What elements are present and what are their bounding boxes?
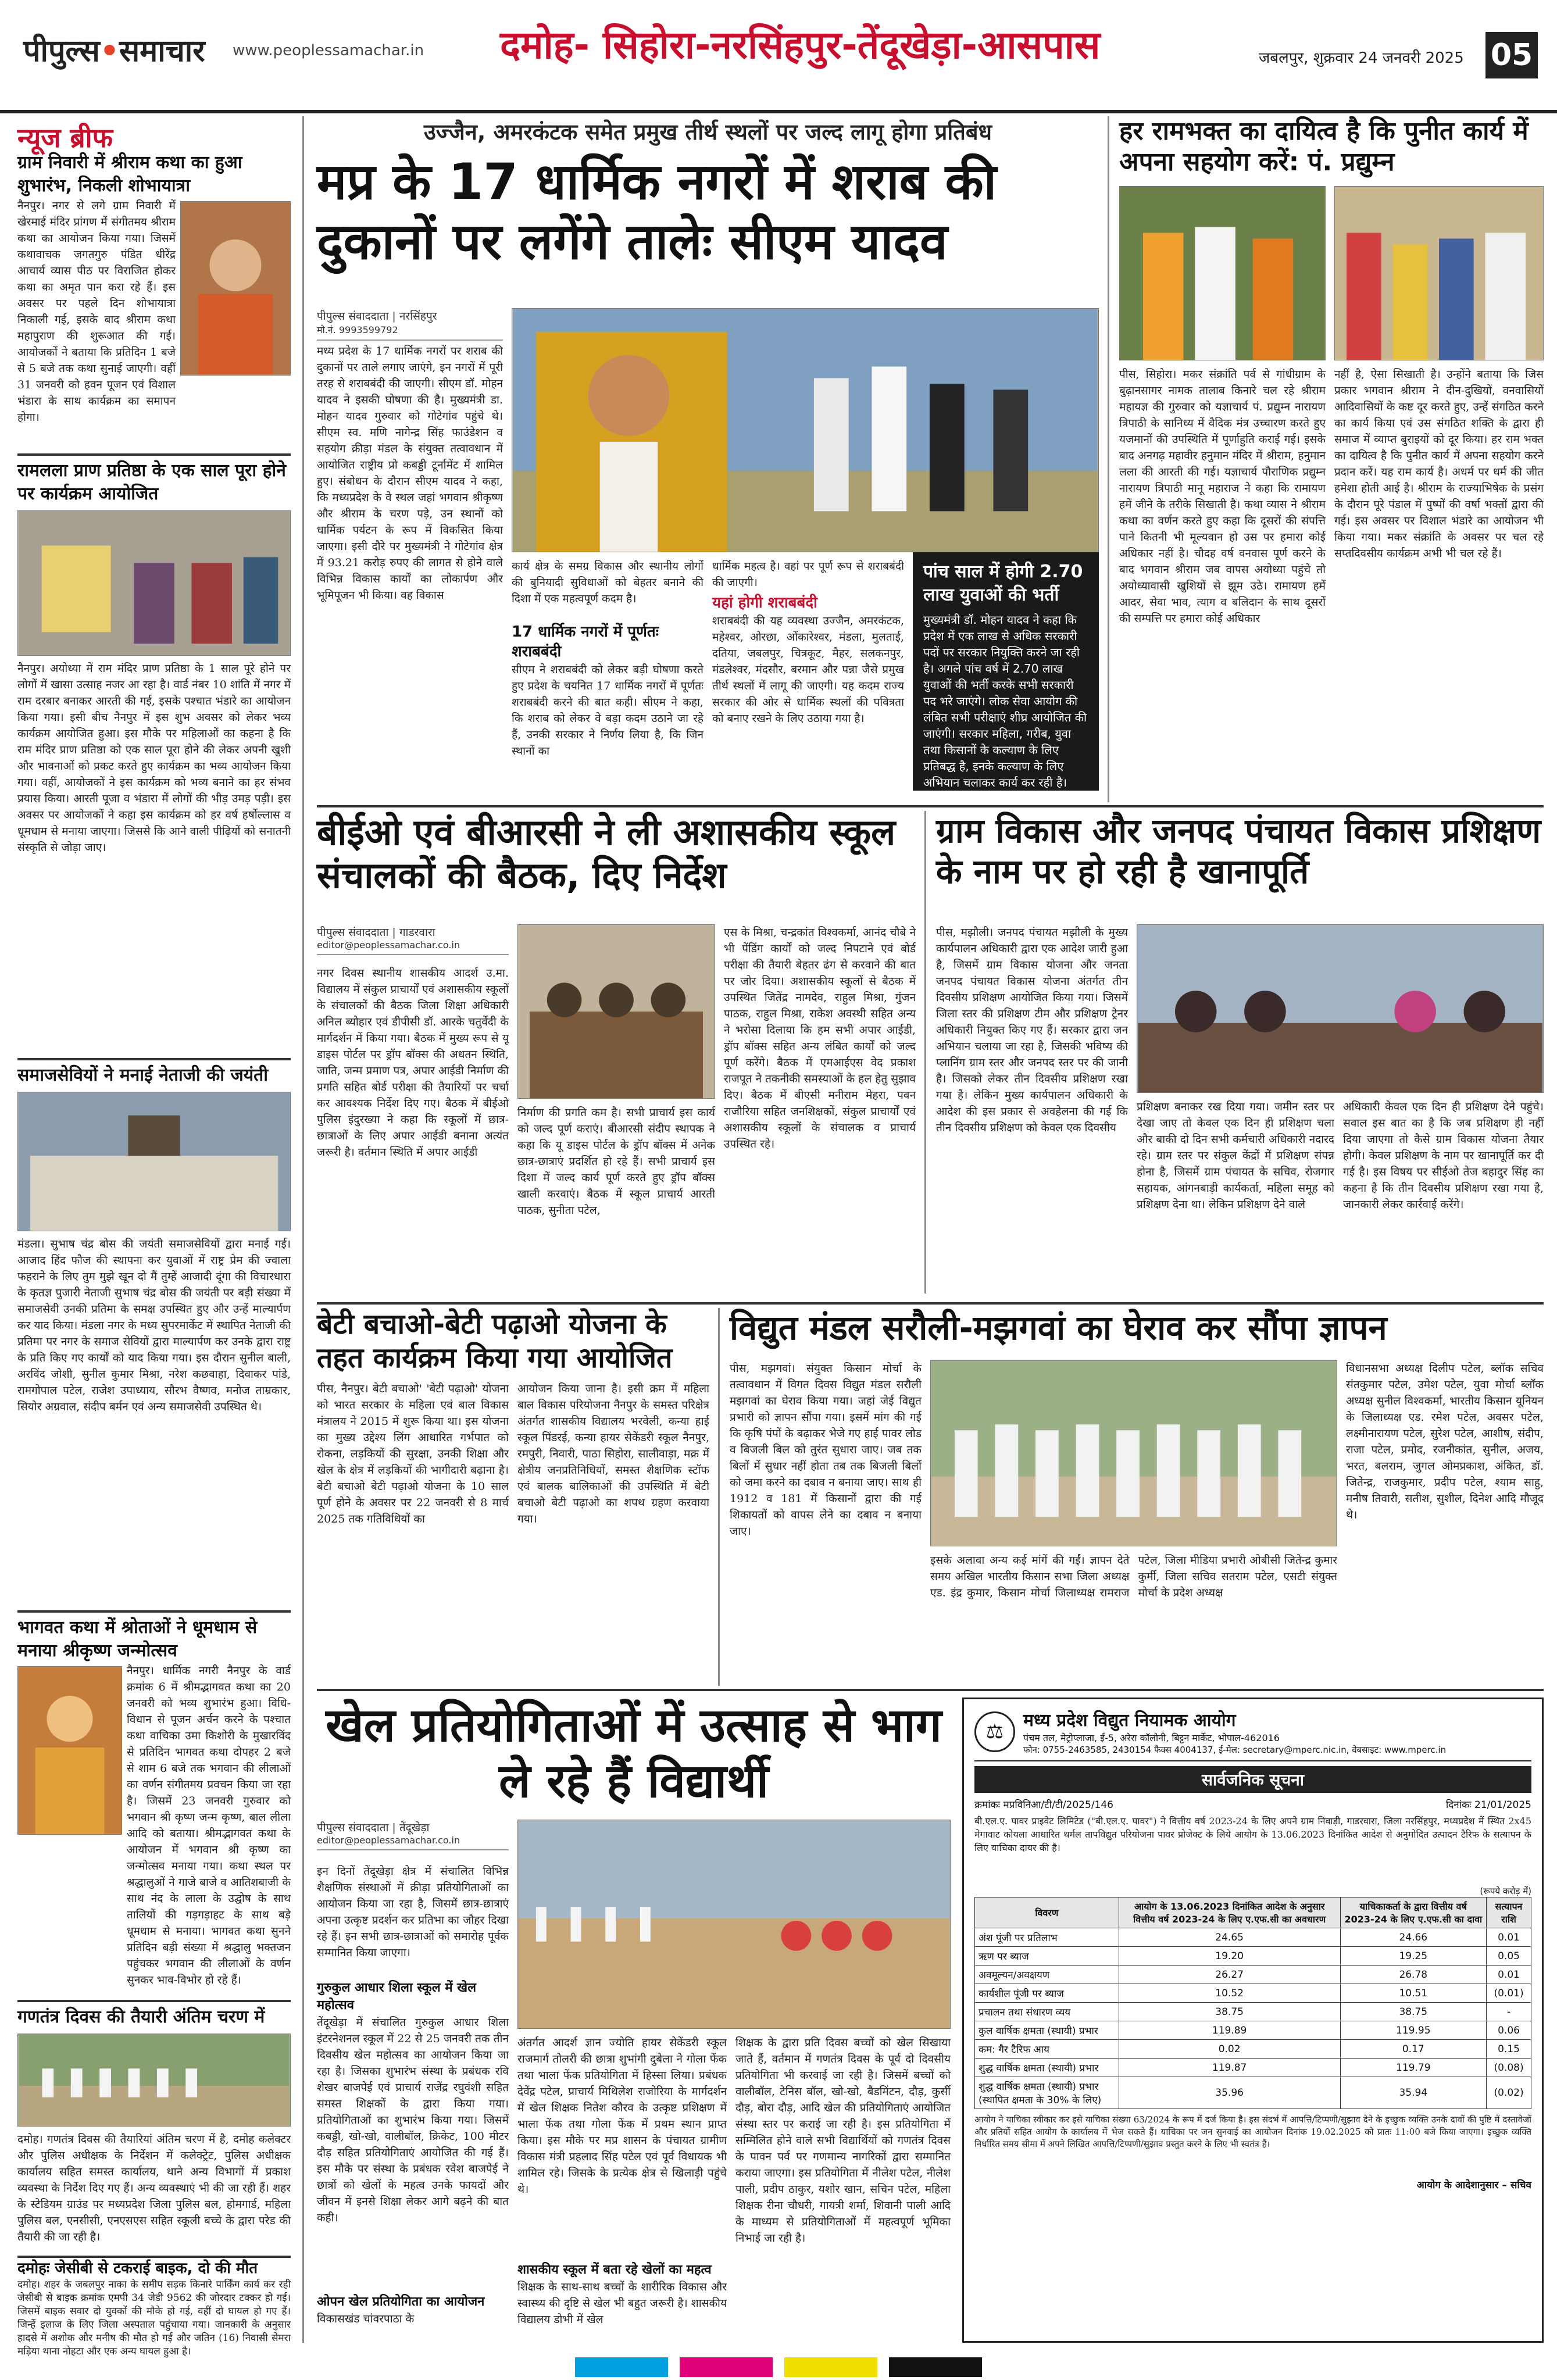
table-row <box>975 1966 1531 1984</box>
table-cell: 24.65 <box>1119 1928 1340 1947</box>
brief-section-title: न्यूज ब्रीफ <box>17 122 113 153</box>
divider <box>17 453 291 456</box>
table-cell: 0.15 <box>1487 2040 1531 2059</box>
edition-title: दमोह- सिहोरा-नरसिंहपुर-तेंदूखेड़ा-आसपास <box>500 23 1101 67</box>
table-cell: 0.06 <box>1487 2021 1531 2040</box>
notice-intro: बी.एल.ए. पावर प्राइवेट लिमिटेड ("बी.एल.ए. पावर") ने वित्तीय वर्ष 2023-24 के लिए अपने ग्राम निवाड़ी, गाडरवारा, जिला नरसिंहपुर, मध्यप्रदेश में स्थित 2x45 मेगावाट कोयला आधारित थर्मल तापविद्युत परियोजना पावर प्रोजेक्ट के लिये आयोग के 13.06.2023 दिनांकित आदेश से अनुमोदित उत्पादन टैरिफ के सत्यापन के लिए याचिका दायर की है। <box>974 1816 1531 1853</box>
table-cell: (0.02) <box>1487 2077 1531 2109</box>
divider <box>17 1610 291 1613</box>
brief-body: नैनपुर। अयोध्या में राम मंदिर प्राण प्रतिष्ठा के 1 साल पूरे होने पर लोगों में खासा उत्साह नजर आ रहा है। वार्ड नंबर 10 शांति में नगर में राम दरबार बनाकर आरती की गई, इसके पश्चात भंडारे का आयोजन किया गया। इसी बीच नैनपुर में इस शुभ अवसर को लेकर भव्य कार्यक्रम आयोजित हुआ। इस मौके पर महिलाओं का कहना है कि राम मंदिर प्राण प्रतिष्ठा को एक साल पूरा होने की लेकर अपनी खुशी और भावनाओं को प्रकट करते हुए कार्यक्रम का भव्य आयोजन किया गया। वहीं, आयोजकों ने इस कार्यक्रम को भव्य बनाने का हर संभव प्रयास किया। आरती पूजा व भंडारा में लोगों की भीड़ उमड़ पड़ी। इस अवसर पर आयोजकों ने कहा इस कार्यक्रम को हर वर्ष हर्षोल्लास व धूमधाम से मनाया जाएगा। जिससे कि आने वाली पीढ़ियों को सनातनी संस्कृति से जोड़ा जाए। <box>17 662 291 854</box>
sports-col3: शिक्षक के द्वारा प्रति दिवस बच्चों को खेल सिखाया जाते हैं, वर्तमान में गणतंत्र दिवस के पूर्व दो दिवसीय प्रतियोगिता भी करवाई जा रही है। जिसमें बच्चों को वालीबॉल, टेनिस बॉल, खो-खो, बैडमिंटन, दौड़, कुर्सी दौड़, बोरा दौड़, आदि खेल की प्रतियोगिताएं आयोजित संस्था स्तर पर कराई जा रही है। इस प्रतियोगिता में सम्मिलित होने वाले सभी विद्यार्थियों को गणतंत्र दिवस के पावन पर्व पर गणमान्य नागरिकों द्वारा सम्मानित कराया जाएगा। इस प्रतियोगिता में नीलेश पटेल, नीलेश पाली, प्रदीप ठाकुर, यशोर खान, सचिन पटेल, महिला शिक्षक रीना चौधरी, गायत्री शर्मा, शिवानी पाली आदि के माध्यम से प्रतियोगिताओं में महत्वपूर्ण भूमिका निभाई जा रही है। <box>735 2036 951 2245</box>
brief-item <box>17 1064 291 1585</box>
callout-body: मुख्यमंत्री डॉ. मोहन यादव ने कहा कि प्रदेश में एक लाख से अधिक सरकारी पदों पर सरकार नियुक्ति करने जा रही है। अगले पांच वर्ष में 2.70 लाख युवाओं की भर्ती करके सभी सरकारी पद भरे जाएंगे। लोक सेवा आयोग की लंबित सभी परीक्षाएं शीघ्र आयोजित की जाएंगी। सरकार महिला, गरीब, युवा तथा किसानों के कल्याण के लिए प्रतिबद्ध है, इनके कल्याण के लिए अभियान चलाकर कार्य कर रही है। <box>923 613 1087 789</box>
table-cell: (0.08) <box>1487 2059 1531 2077</box>
notice-org: मध्य प्रदेश विद्युत नियामक आयोग <box>1023 1710 1236 1731</box>
sports-col2b-text: शिक्षक के साथ-साथ बच्चों के शारीरिक विकास और स्वास्थ्य की दृष्टि से खेल भी बहुत जरूरी है। शासकीय विद्यालय डोभी में खेल <box>517 2281 727 2325</box>
table-cell: 38.75 <box>1340 2003 1487 2021</box>
brief-body: नैनपुर। नगर से लगे ग्राम निवारी में खेरमाई मंदिर प्रांगण में संगीतमय श्रीराम कथा का आयोजन किया गया। जिसमें कथावाचक जगतगुरु पंडित धीरेंद्र आचार्य व्यास पीठ पर विराजित होकर कथा का अमृत पान करा रहे हैं। इस अवसर पर पहले दिन शोभायात्रा निकाली गई, इसके बाद श्रीराम कथा महापुराण की शुरूआत की गई। आयोजकों ने बताया कि प्रतिदिन 1 बजे से 5 बजे तक कथा सुनाई जाएगी। वहीं 31 जनवरी को हवन पूजन एवं विशाल भंडारा के साथ कार्यक्रम का समापन होगा। <box>17 199 176 424</box>
school-byline: पीपुल्स संवाददाता | गाडरवारा <box>317 926 435 939</box>
notice-table-header <box>975 1897 1531 1928</box>
table-row <box>975 1947 1531 1966</box>
lead-kicker: उज्जैन, अमरकंटक समेत प्रमुख तीर्थ स्थलों पर जल्द लागू होगा प्रतिबंध <box>424 119 992 145</box>
table-cell: कुल वार्षिक क्षमता (स्थायी) प्रभार <box>975 2021 1119 2040</box>
notice-table-column-header: आयोग के 13.06.2023 दिनांकित आदेश के अनुसार वित्तीय वर्ष 2023-24 के लिए ए.एफ.सी का अवधारण <box>1119 1897 1340 1928</box>
lead-mobile: मो.नं. 9993599792 <box>317 324 398 335</box>
table-cell: - <box>1487 2003 1531 2021</box>
table-row <box>975 2040 1531 2059</box>
vidyut-col1: पीस, मझगवां। संयुक्त किसान मोर्चा के तत्वावधान में विगत दिवस विद्युत मंडल सरौली मझगवां का घेराव किया गया। जहां जेई विद्युत प्रभारी को ज्ञापन सौंपा गया। इसमें मांग की गई कि कृषि पंपों के बढ़ाकर भेजे गए हाई पावर लोड व बिजली बिल को तुरंत सुधारा जाए। जब तक बिलों में सुधार नहीं होता तब तक बिजली बिलों को जमा करने का दबाव न बनाया जाए। साथ ही 1912 व 181 में किसानों द्वारा की गई शिकायतों को वापस लेने का दबाव न बनाया जाए। <box>730 1362 922 1538</box>
gram-col3: अधिकारी केवल एक दिन ही प्रशिक्षण देने पहुंचे। सवाल इस बात का है कि जब प्रशिक्षण ही नहीं दिया जाएगा तो कैसे ग्राम विकास योजना तैयार होगी। केवल प्रशिक्षण के नाम पर खानापूर्ति कर दी गई है। इस विषय पर सीईओ तेज बहादुर सिंह का कहना है कि तीन दिवसीय प्रशिक्षण रखा गया है, जानकारी लेकर कार्रवाई करेंगे। <box>1343 1100 1544 1211</box>
table-row <box>975 1984 1531 2003</box>
table-cell: 38.75 <box>1119 2003 1340 2021</box>
notice-address: पंचम तल, मेट्रोप्लाजा, ई-5, अरेरा कॉलोनी, बिट्टन मार्केट, भोपाल-462016 <box>1023 1732 1280 1743</box>
lead-col3-text: धार्मिक महत्व है। वहां पर पूर्ण रूप से शराबबंदी की जाएगी। <box>712 560 904 589</box>
notice-table-column-header: याचिकाकर्ता के द्वारा वित्तीय वर्ष 2023-24 के लिए ए.एफ.सी का दावा <box>1340 1897 1487 1928</box>
column-rule <box>302 116 304 2343</box>
notice-table <box>974 1897 1531 2109</box>
gram-col2: प्रशिक्षण बनाकर रख दिया गया। जमीन स्तर पर देखा जाए तो केवल एक दिन ही प्रशिक्षण चला और बाकी दो दिन सभी कर्मचारी अधिकारी नदारद रहे। ग्राम स्तर पर संकुल केंद्रों में प्रशिक्षण संपन्न होना है, जिसमें ग्राम पंचायत के सचिव, रोजगार सहायक, आंगनबाड़ी कार्यकर्ता, महिला समूह को प्रशिक्षण देना था। लेकिन प्रशिक्षण देने वाले <box>1137 1100 1334 1211</box>
brief-headline: समाजसेवियों ने मनाई नेताजी की जयंती <box>17 1065 269 1085</box>
lead-col2b-text: सीएम ने शराबबंदी को लेकर बड़ी घोषणा करते हुए प्रदेश के चयनित 17 धार्मिक नगरों में पूर्णतः शराबबंदी करने की बात कही। सीएम ने कहा, कि शराब को लेकर वे बड़ा कदम उठाने जा रहे हैं, उनकी सरकार ने निर्णय लिया है, कि जिन स्थानों का <box>512 663 703 757</box>
vidyut-headline: विद्युत मंडल सरौली-मझगवां का घेराव कर सौंपा ज्ञापन <box>730 1308 1387 1348</box>
notice-date: दिनांकः 21/01/2025 <box>1445 1799 1531 1811</box>
table-cell: कम: गैर टैरिफ आय <box>975 2040 1119 2059</box>
beti-col1: पीस, नैनपुर। बेटी बचाओ' 'बेटी पढ़ाओ' योजना को भारत सरकार के महिला एवं बाल विकास मंत्रालय ने 2015 में शुरू किया था। इस योजना का मुख्य उद्देश्य लिंग आधारित गर्भपात को रोकना, लड़कियों की सुरक्षा, उनकी शिक्षा और खेल के क्षेत्र में लड़कियों की भागीदारी बढ़ाना है। बेटी बचाओ बेटी पढ़ाओ योजना के 10 साल पूर्ण होने के अवसर पर 22 जनवरी से 8 मार्च 2025 तक गतिविधियों का <box>317 1382 509 1525</box>
logo-right: समाचार <box>119 34 205 69</box>
notice-header <box>974 1707 1531 1761</box>
table-row <box>975 1928 1531 1947</box>
lead-col2-text: कार्य क्षेत्र के समग्र विकास और स्थानीय लोगों की बुनियादी सुविधाओं को बेहतर बनाने की दिशा में एक महत्वपूर्ण कदम है। <box>512 560 703 605</box>
magenta-swatch <box>680 2357 773 2377</box>
brief-body: दमोह। शहर के जबलपुर नाका के समीप सड़क किनारे पार्किंग कार्य कर रही जेसीबी से बाइक क्रमांक एमपी 34 जेडी 9562 की जोरदार टक्कर हो गई। जिसमें बाइक सवार दो युवकों की मौके हो गई, वहीं दो घायल हो गए हैं। जिन्हें इलाज के लिए जिला अस्पताल पहुंचाया गया। जानकारी के अनुसार हादसे में अशोक और मनीष की मौत हो गई और जतिन (16) निवासी सेमरा मड़िया थाना नोहटा और एक अन्य घायल हुआ है। <box>17 2279 291 2357</box>
brief-photo <box>17 2034 291 2127</box>
site-url[interactable]: www.peoplessamachar.in <box>233 42 424 59</box>
school-col1: नगर दिवस स्थानीय शासकीय आदर्श उ.मा. विद्यालय में संकुल प्राचार्यों एवं अशासकीय स्कूलों के संचालकों की बैठक जिला शिक्षा अधिकारी अनिल ब्योहार एवं डीपीसी डॉ. आरके चतुर्वेदी के मार्गदर्शन में किया गया। बैठक में मुख्य रूप से यू डाइस पोर्टल पर ड्रॉप बॉक्स की अधतन स्थिति, जाति, जन्म प्रमाण पत्र, अपार आईडी निर्माण की प्रगति सहित बोर्ड परीक्षा की तैयारियों पर चर्चा कर आवश्यक निर्देश दिए गए। बैठक में बीईओ पुलिस इंदुरख्या ने कहा कि स्कूलों में छात्र-छात्राओं के लिए अपार आईडी बनाना अत्यंत जरूरी है। वर्तमान स्थिति में अपार आईडी <box>317 967 509 1159</box>
pradyumna-photo-right <box>1334 186 1544 360</box>
divider <box>17 1058 291 1060</box>
notice-refline <box>974 1797 1531 1811</box>
divider <box>17 2000 291 2002</box>
table-cell: (0.01) <box>1487 1984 1531 2003</box>
beti-headline: बेटी बचाओ-बेटी पढ़ाओ योजना के तहत कार्यक्रम किया गया आयोजित <box>317 1308 673 1374</box>
brief-item <box>17 1616 291 2000</box>
page-number: 05 <box>1485 32 1538 78</box>
notice-table-column-header: सत्यापन राशि <box>1487 1897 1531 1928</box>
sports-col2 <box>517 2035 727 2325</box>
cyan-swatch <box>575 2357 668 2377</box>
table-cell: 0.17 <box>1340 2040 1487 2059</box>
notice-footer: आयोग ने याचिका स्वीकार कर इसे याचिका संख्या 63/2024 के रूप में दर्ज किया है। इस संदर्भ में आपत्ति/टिप्पणी/सुझाव देने के इच्छुक व्यक्ति उनके दावों की पुष्टि में दस्तावेजों और प्रतियों सहित आयोग के कार्यालय में भेज सकते हैं। याचिका पर जन सुनवाई का आयोजन दिनांक 19.02.2025 को प्रातः 11:00 बजे किया जाएगा। इच्छुक व्यक्ति निर्धारित समय सीमा में अपने लिखित आपत्ति/टिप्पणी/सुझाव प्रस्तुत करने के लिए भी स्वतंत्र हैं। <box>974 2114 1531 2149</box>
notice-title: सार्वजनिक सूचना <box>974 1766 1531 1793</box>
gram-photo <box>1137 924 1544 1093</box>
notice-table-column-header: विवरण <box>975 1897 1119 1928</box>
column-rule <box>1108 116 1109 802</box>
table-cell: 19.20 <box>1119 1947 1340 1966</box>
notice-contact: फोन: 0755-2463585, 2430154 फैक्स 4004137, ई-मेल: secretary@mperc.nic.in, वेबसाइट: www.mperc.in <box>1023 1745 1447 1755</box>
table-row <box>975 2003 1531 2021</box>
notice-table-caption: (रूपये करोड़ में) <box>1480 1886 1531 1896</box>
table-row <box>975 2021 1531 2040</box>
table-cell: 35.96 <box>1119 2077 1340 2109</box>
table-cell: 35.94 <box>1340 2077 1487 2109</box>
table-cell: 0.02 <box>1119 2040 1340 2059</box>
lead-byline: पीपुल्स संवाददाता | नरसिंहपुर <box>317 310 437 323</box>
school-headline: बीईओ एवं बीआरसी ने ली अशासकीय स्कूल संचालकों की बैठक, दिए निर्देश <box>317 811 896 897</box>
scales-icon: ⚖ <box>974 1711 1015 1752</box>
sports-byline: पीपुल्स संवाददाता | तेंदूखेड़ा <box>317 1821 430 1834</box>
sports-email[interactable]: editor@peoplessamachar.co.in <box>317 1835 460 1846</box>
lead-col3-subhead: यहां होगी शराबबंदी <box>712 594 817 612</box>
pradyumna-col2: नहीं है, ऐसा सिखाती है। उन्होंने बताया कि जिस प्रकार भगवान श्रीराम ने दीन-दुखियों, वनवासियों आदिवासियों के कष्ट दूर करते हुए, उन्हें संगठित करने का कार्य किया एवं उस संगठित शक्ति के द्वारा ही समाज में व्याप्त बुराइयों को दूर किया। हर राम भक्त का दायित्व है कि पुनीत कार्य में अपना सहयोग करने प्रदान करें। यह राम कार्य है। अधर्म पर धर्म की जीत हमेशा होती आई है। श्रीराम के राज्याभिषेक के प्रसंग के दौरान पूरे पंडाल में पुष्पों की वर्षा भक्तों द्वारा की गई। इस अवसर पर विशाल भंडारे का आयोजन भी किया गया। मकर संक्रांति के अवसर पर चल रहे सप्तदिवसीय कार्यक्रम अभी भी चल रहे हैं। <box>1334 368 1544 560</box>
brief-photo <box>17 510 291 656</box>
table-row <box>975 2059 1531 2077</box>
sports-col2-text: अंतर्गत आदर्श ज्ञान ज्योति हायर सेकेंडरी स्कूल राजमार्ग तोलरी की छात्रा शुभांगी दुबेला ने गोला फेंक तथा भाला फेंक प्रतियोगिता में हिस्सा लिया। प्रबंधक देवेंद्र पटेल, प्राचार्य मिथिलेश राजोरिया के मार्गदर्शन में खेल शिक्षक नितेश कौरव के उत्कृष्ट प्रशिक्षण में भाला फेंक तथा गोला फेंक में प्रथम स्थान प्राप्त किया। इस मौके पर मप्र शासन के पंचायत ग्रामीण विकास मंत्री प्रहलाद सिंह पटेल एवं पूर्व विधायक भी शामिल रहे। जिसके के प्रत्येक क्षेत्र से खिलाड़ी पहुंचे थे। <box>517 2036 727 2196</box>
brief-headline: रामलला प्राण प्रतिष्ठा के एक साल पूरा होने पर कार्यक्रम आयोजित <box>17 460 286 504</box>
lead-col2 <box>512 558 703 807</box>
callout-title: पांच साल में होगी 2.70 लाख युवाओं की भर्ती <box>923 562 1083 605</box>
brief-body: नैनपुर। धार्मिक नगरी नैनपुर के वार्ड क्रमांक 6 में श्रीमद्भागवत कथा का 20 जनवरी को भव्य शुभारंभ हुआ। विधि-विधान से पूजन अर्चन करने के पश्चात कथा वाचिका उमा किशोरी के मुखारविंद से प्रतिदिन भागवत कथा दोपहर 2 बजे से शाम 6 बजे तक भगवान की लीलाओं का वर्णन संगीतमय प्रवचन किया जा रहा है। जिसमें 23 जनवरी गुरुवार को भगवान श्री कृष्ण जन्म कृष्ण, बाल लीला आदि को बताया। श्रीमद्भागवत कथा के आयोजन में भगवान श्री कृष्ण का जन्मोत्सव मनाया गया। कथा स्थल पर श्रद्धालुओं ने गाजे बाजे व आतिशबाजी के साथ नंद के लाला के उद्घोष के साथ तालियों की गड़गड़ाहट के साथ बड़े धूमधाम से मनाया। भागवत कथा सुनने प्रतिदिन बड़ी संख्या में श्रद्धालु भक्तजन पहुंचकर भगवान की लीलाओं के वर्णन सुनकर भाव-विभोर हो रहे हैं। <box>127 1664 291 1986</box>
table-cell: 24.66 <box>1340 1928 1487 1947</box>
table-cell: 0.05 <box>1487 1947 1531 1966</box>
lead-callout <box>913 552 1099 791</box>
public-notice <box>962 1698 1544 2343</box>
sports-col1c-text: विकासखंड चांवरपाठा के <box>317 2313 415 2325</box>
beti-col2: आयोजन किया जाना है। इसी क्रम में महिला बाल विकास परियोजना नैनपुर के समस्त परिक्षेत्र अंतर्गत शासकीय विद्यालय भरवेली, कन्या हाई स्कूल पिंडरई, कन्या हायर सेकेंडरी स्कूल नैनपुर, रमपुरी, निवारी, पाठा सिहोरा, सालीवाड़ा, मक्र में क्षेत्रीय जनप्रतिनिधियों, समस्त शैक्षणिक स्टॉफ एवं बालक बालिकाओं की उपस्थिति में बेटी बचाओ बेटी पढ़ाओ का शपथ ग्रहण करवाया गया। <box>517 1382 709 1525</box>
lead-col3 <box>712 558 904 787</box>
sports-col1-subhead: गुरुकुल आधार शिला स्कूल में खेल महोत्सव <box>317 1981 477 2013</box>
brief-photo <box>17 1092 291 1231</box>
gram-headline: ग्राम विकास और जनपद पंचायत विकास प्रशिक्षण के नाम पर हो रही है खानापूर्ति <box>936 811 1541 891</box>
table-cell: शुद्ध वार्षिक क्षमता (स्थायी) प्रभार <box>975 2059 1119 2077</box>
brief-photo <box>180 201 291 376</box>
sports-headline: खेल प्रतियोगिताओं में उत्साह से भाग ले रहे हैं विद्यार्थी <box>326 1698 942 1808</box>
sports-col1-text: इन दिनों तेंदूखेड़ा क्षेत्र में संचालित विभिन्न शैक्षणिक संस्थाओं में क्रीड़ा प्रतियोगिताओं का आयोजन किया जा रहा है, जिसमें छात्र-छात्राएं अपना उत्कृष्ट प्रदर्शन कर प्रतिभा का जौहर दिखा रहे हैं। इन सभी छात्र-छात्राओं को समारोह पूर्वक सम्मानित किया जाएगा। <box>317 1865 509 1959</box>
print-colorbar <box>0 2354 1557 2380</box>
vidyut-col2: इसके अलावा अन्य कई मांगें की गईं। ज्ञापन देते समय अखिल भारतीय किसान सभा जिला अध्यक्ष एड. इंद्र कुमार, किसान मोर्चा जिलाध्यक्ष रामराज पटेल, जिला मीडिया प्रभारी ओबीसी जितेन्द्र कुमार कुर्मी, जिला सचिव सतराम पटेल, एसटी संयुक्त मोर्चा के प्रदेश अध्यक्ष <box>930 1554 1337 1599</box>
brief-item <box>17 459 291 1044</box>
pradyumna-headline: हर रामभक्त का दायित्व है कि पुनीत कार्य में अपना सहयोग करें: पं. प्रद्युम्न <box>1119 116 1529 177</box>
newspaper-logo[interactable] <box>23 29 205 70</box>
sports-col2-subhead: शासकीय स्कूल में बता रहे खेलों का महत्व <box>517 2263 712 2277</box>
notice-table-body <box>975 1928 1531 2109</box>
table-cell: अवमूल्यन/अवक्षयण <box>975 1966 1119 1984</box>
lead-photo <box>512 308 1099 552</box>
table-cell: 119.79 <box>1340 2059 1487 2077</box>
divider <box>317 1302 1544 1305</box>
brief-photo <box>17 1666 122 1835</box>
table-cell: कार्यशील पूंजी पर ब्याज <box>975 1984 1119 2003</box>
pradyumna-col1: पीस, सिहोरा। मकर संक्रांति पर्व से गांधीग्राम के बुढ़ानसागर नामक तालाब किनारे चल रहे श्रीराम महायज्ञ की गुरुवार को यज्ञाचार्य पं. प्रद्युम्न नारायण त्रिपाठी के सानिध्य में वैदिक मंत्र उच्चारण करते हुए यजमानों की उपस्थिति में पूर्णाहुति कराई गई। इसके बाद अनगढ़ महावीर हनुमान मंदिर में श्रीराम, हनुमान लला की आरती की गई। यज्ञाचार्य पौराणिक प्रद्युम्न नारायण त्रिपाठी मानू महाराज ने कहा कि रामायण हमें जीने के तरीके सिखाती है। कथा व्यास ने श्रीराम कथा का वर्णन करते हुए कहा कि दूसरों की संपत्ति पाने कितनी भी मूल्यवान हो उस पर हमारा कोई अधिकार नहीं है। चौदह वर्ष वनवास पूर्ण करने के बाद भगवान श्रीराम जब वापस अयोध्या पहुंचे तो अयोध्यावासी खुशियों से झूम उठे। रामायण हमें आदर, सेवा भाव, त्याग व बलिदान के साथ दूसरों की सम्पत्ति पर हमारा कोई अधिकार <box>1119 368 1326 625</box>
table-row <box>975 2077 1531 2109</box>
table-cell: 10.52 <box>1119 1984 1340 2003</box>
sports-col1b-text: तेंदूखेड़ा में संचालित गुरुकुल आधार शिला इंटरनेशनल स्कूल में 22 से 25 जनवरी तक तीन दिवसीय खेल महोत्सव का आयोजन किया जा रहा है। जिसका शुभारंभ संस्था के प्रबंधक रवि शेखर बाजपेई एवं प्राचार्य राजेंद्र रघुवंशी सहित समस्त शिक्षकों के द्वारा किया गया। प्रतियोगिताओं का शुभारंभ किया गया। जिसमें कबड्डी, खो-खो, वालीबॉल, क्रिकेट, 100 मीटर दौड़ सहित प्रतियोगिताएं आयोजित की गई हैं। इस मौके पर संस्था के प्रबंधक रवेश बाजपेई ने छात्रों को खेलों के महत्व उनके फायदों और जीवन में इनसे शिक्षा लेकर आगे बढ़ने की बात कही। <box>317 2016 509 2224</box>
vidyut-photo <box>930 1360 1337 1546</box>
logo-left: पीपुल्स <box>23 34 100 69</box>
table-cell: 26.27 <box>1119 1966 1340 1984</box>
pradyumna-photo-left <box>1119 186 1326 360</box>
black-swatch <box>889 2357 982 2377</box>
brief-headline: दमोहः जेसीबी से टकराई बाइक, दो की मौत <box>17 2260 258 2277</box>
notice-signature: आयोग के आदेशानुसार – सचिव <box>1416 2179 1531 2191</box>
masthead <box>0 0 1557 113</box>
lead-byline-box <box>317 308 503 341</box>
brief-body: दमोह। गणतंत्र दिवस की तैयारियां अंतिम चरण में है, दमोह कलेक्टर और पुलिस अधीक्षक के निर्देशन में कलेक्ट्रेट, पुलिस अधीक्षक कार्यालय सहित समस्त कार्यालय, थाने अन्य विभागों में प्रकाश व्यवस्था के निर्देश दिए गए हैं। अन्य व्यवस्थाएं भी की जा रही हैं। शहर के स्टेडियम ग्राउंड पर मध्यप्रदेश जिला पुलिस बल, होमगार्ड, महिला पुलिस बल, एनसीसी, एनएसएस सहित स्कूली बच्चे के द्वारा परेड की तैयारी की जा रही है। <box>17 2133 291 2243</box>
table-cell: 19.25 <box>1340 1947 1487 1966</box>
sports-byline-box <box>317 1820 509 1850</box>
school-col3: एस के मिश्रा, चन्द्रकांत विश्वकर्मा, आनंद चौबे ने भी पेंडिंग कार्यों को जल्द निपटाने एवं बोर्ड परीक्षा की तैयारी बेहतर ढंग से करवाने की बात पर जोर दिया। अशासकीय स्कूलों से बैठक में उपस्थित जितेंद्र नामदेव, राहुल मिश्रा, गुंजन पाठक, राहुल मिश्रा, राकेश अवस्थी सहित अन्य ने भरोसा दिलाया कि हम सभी अपार आईडी, ड्रॉप बॉक्स सहित अन्य लंबित कार्यों को जल्द पूर्ण करेंगे। बैठक में एमआईएस वेद प्रकाश राजपूत ने तकनीकी समस्याओं के हल हेतु सुझाव दिए। बैठक में बीएसी मनीराम मेहरा, पवन राजौरिया सहित जनशिक्षकों, संकुल प्राचार्यों एवं अशासकीय स्कूलों के संचालक व प्राचार्य उपस्थित रहे। <box>724 926 916 1150</box>
school-col2: निर्माण की प्रगति कम है। सभी प्राचार्य इस कार्य को जल्द पूर्ण कराएं। बीआरसी संदीप स्थापक ने कहा कि यू डाइस पोर्टल के ड्रॉप बॉक्स में अनेक छात्र-छात्राएं प्रदर्शित हो रहे हैं। सभी प्राचार्य इस दिशा में जल्द कार्य पूर्ण करते हुए ड्रॉप बॉक्स खाली करवाएं। बैठक में स्कूल प्राचार्य आरती पाठक, सुनीता पटेल, <box>517 1106 715 1217</box>
sports-col1-subhead2: ओपन खेल प्रतियोगिता का आयोजन <box>317 2295 485 2309</box>
table-cell: 119.87 <box>1119 2059 1340 2077</box>
school-photo <box>517 924 715 1099</box>
column-rule <box>924 811 926 1293</box>
divider <box>317 805 1544 807</box>
brief-item <box>17 2006 291 2247</box>
lead-col1: मध्य प्रदेश के 17 धार्मिक नगरों पर शराब की दुकानों पर ताले लगाए जाएंगे, इन नगरों में पूरी तरह से शराबबंदी की जाएगी। सीएम डॉ. मोहन यादव ने इसकी घोषणा की है। मुख्यमंत्री डा. मोहन यादव गुरुवार को गोटेगांव पहुंचे थे। सीएम स्व. मणि नागेन्द्र सिंह फाउंडेशन व सहयोग क्रीड़ा मंडल के संयुक्त तत्वावधान में आयोजित राष्ट्रीय प्रो कबड्डी टूर्नामेंट में शामिल हुए। संबोधन के दौरान सीएम यादव ने कहा, कि मध्यप्रदेश के वे स्थल जहां भगवान श्रीकृष्ण और श्रीराम के चरण पड़े, उन स्थानों को धार्मिक पर्यटन के रूप में विकसित किया जाएगा। इसी दौरे पर मुख्यमंत्री ने गोटेगांव क्षेत्र में 93.21 करोड़ रुपए की लागत से होने वाले विभिन्न विकास कार्यों का लोकार्पण और भूमिपूजन भी किया। वह विकास <box>317 345 503 602</box>
column-rule <box>718 1308 720 1686</box>
lead-col2-subhead: 17 धार्मिक नगरों में पूर्णतः शराबबंदी <box>512 623 659 660</box>
notice-ref: क्रमांकः मप्रविनिआ/टी/टी/2025/146 <box>974 1799 1113 1811</box>
divider <box>17 2256 291 2258</box>
table-cell: 119.95 <box>1340 2021 1487 2040</box>
brief-headline: भागवत कथा में श्रोताओं ने धूमधाम से मनाया श्रीकृष्ण जन्मोत्सव <box>17 1617 258 1661</box>
table-cell: 10.51 <box>1340 1984 1487 2003</box>
lead-headline: मप्र के 17 धार्मिक नगरों में शराब की दुकानों पर लगेंगे तालेः सीएम यादव <box>317 153 997 271</box>
brief-item <box>17 2259 291 2360</box>
school-byline-box <box>317 924 509 955</box>
yellow-swatch <box>784 2357 877 2377</box>
table-cell: शुद्ध वार्षिक क्षमता (स्थायी) प्रभार (स्थापित क्षमता के 30% के लिए) <box>975 2077 1119 2109</box>
divider <box>317 1689 1544 1691</box>
table-cell: अंश पूंजी पर प्रतिलाभ <box>975 1928 1119 1947</box>
gram-col1: पीस, मझौली। जनपद पंचायत मझौली के मुख्य कार्यपालन अधिकारी द्वारा एक आदेश जारी हुआ है, जिसमें ग्राम विकास योजना और जनता जनपद पंचायत विकास योजना अंतर्गत तीन दिवसीय प्रशिक्षण आयोजित किया गया। जिसमें जिला स्तर की प्रशिक्षण टीम और प्रशिक्षण ट्रेनर अधिकारी नियुक्त किए गए हैं। सरकार द्वारा जन अभियान चलाया जा रहा है, जिसकी भविष्य की प्लानिंग ग्राम स्तर और जनपद स्तर पर की जानी है। जिसको लेकर तीन दिवसीय प्रशिक्षण रखा गया है। लेकिन मुख्य कार्यपालन अधिकारी के आदेश की इस प्रकार से अवहेलना की गई कि तीन दिवसीय प्रशिक्षण को केवल एक दिवसीय <box>936 926 1128 1134</box>
table-cell: प्रचालन तथा संधारण व्यय <box>975 2003 1119 2021</box>
brief-headline: गणतंत्र दिवस की तैयारी अंतिम चरण में <box>17 2007 265 2027</box>
brief-body: मंडला। सुभाष चंद्र बोस की जयंती समाजसेवियों द्वारा मनाई गई। आजाद हिंद फौज की स्थापना कर युवाओं में राष्ट्र प्रेम की ज्वाला फहराने के लिए तुम मुझे खून दो मैं तुम्हें आजादी दूंगा की विचारधारा के कृतज्ञ पुजारी नेताजी सुभाष चंद्र बोस की जयंती पर बड़ी संख्या में समाजसेवी उनकी प्रतिमा के समक्ष उपस्थित हुए और उन्हें माल्यार्पण कर याद किया। मंडला नगर के मध्य सुपरमार्केट में स्थापित नेताजी की प्रतिमा पर नगर के समाज सेवियों द्वारा माल्यार्पण कर उनके द्वारा राष्ट्र के प्रति किए गए कार्यों को याद किया गया। इस दौरान सुनील बाली, अरविंद जोशी, सुनील कुमार मिश्रा, नरेश कछवाहा, दिवाकर पांडे, रामगोपाल पटेल, राजेश उपाध्याय, सौरभ वैष्णव, मनोज ताम्रकार, सियोर अग्रवाल, संदीप बर्मन एवं अन्य समाजसेवी उपस्थित थे। <box>17 1238 291 1413</box>
table-cell: ऋण पर ब्याज <box>975 1947 1119 1966</box>
table-cell: 26.78 <box>1340 1966 1487 1984</box>
brief-item <box>17 151 291 465</box>
brief-headline: ग्राम निवारी में श्रीराम कथा का हुआ शुभारंभ, निकली शोभायात्रा <box>17 152 242 196</box>
table-cell: 119.89 <box>1119 2021 1340 2040</box>
sports-photo <box>517 1820 951 2029</box>
sports-col1 <box>317 1863 509 2328</box>
table-cell: 0.01 <box>1487 1966 1531 1984</box>
logo-dot-icon: • <box>99 34 120 69</box>
vidyut-col3: विधानसभा अध्यक्ष दिलीप पटेल, ब्लॉक सचिव संतकुमार पटेल, उमेश पटेल, युवा मोर्चा ब्लॉक अध्यक्ष सुनील विश्वकर्मा, भारतीय किसान यूनियन के जिलाध्यक्ष एड. रमेश पटेल, अवसर पटेल, लक्ष्मीनारायण पटेल, सुरेश पटेल, आशीष, संदीप, राजा पटेल, प्रमोद, रजनीकांत, सुनील, अजय, भरत, बलराम, जुगल ओमप्रकाश, अंकित, डॉ. जितेन्द्र, राजकुमार, प्रदीप पटेल, श्याम साहु, मनीष तिवारी, सतीश, सुशील, दिनेश आदि मौजूद थे। <box>1346 1362 1544 1521</box>
dateline: जबलपुर, शुक्रवार 24 जनवरी 2025 <box>1259 49 1464 67</box>
table-cell: 0.01 <box>1487 1928 1531 1947</box>
lead-col3b-text: शराबबंदी की यह व्यवस्था उज्जैन, अमरकंटक, महेश्वर, ओरछा, ओंकारेश्वर, मंडला, मुलताई, दतिया, जबलपुर, चित्रकूट, मैहर, सलकनपुर, मंडलेश्वर, मंदसौर, बरमान और पन्ना जैसे प्रमुख तीर्थ स्थलों में लागू की जाएगी। यह कदम राज्य सरकार की ओर से धार्मिक स्थलों की पवित्रता को बनाए रखने के लिए उठाया गया है। <box>712 614 904 725</box>
school-email[interactable]: editor@peoplessamachar.co.in <box>317 939 460 950</box>
